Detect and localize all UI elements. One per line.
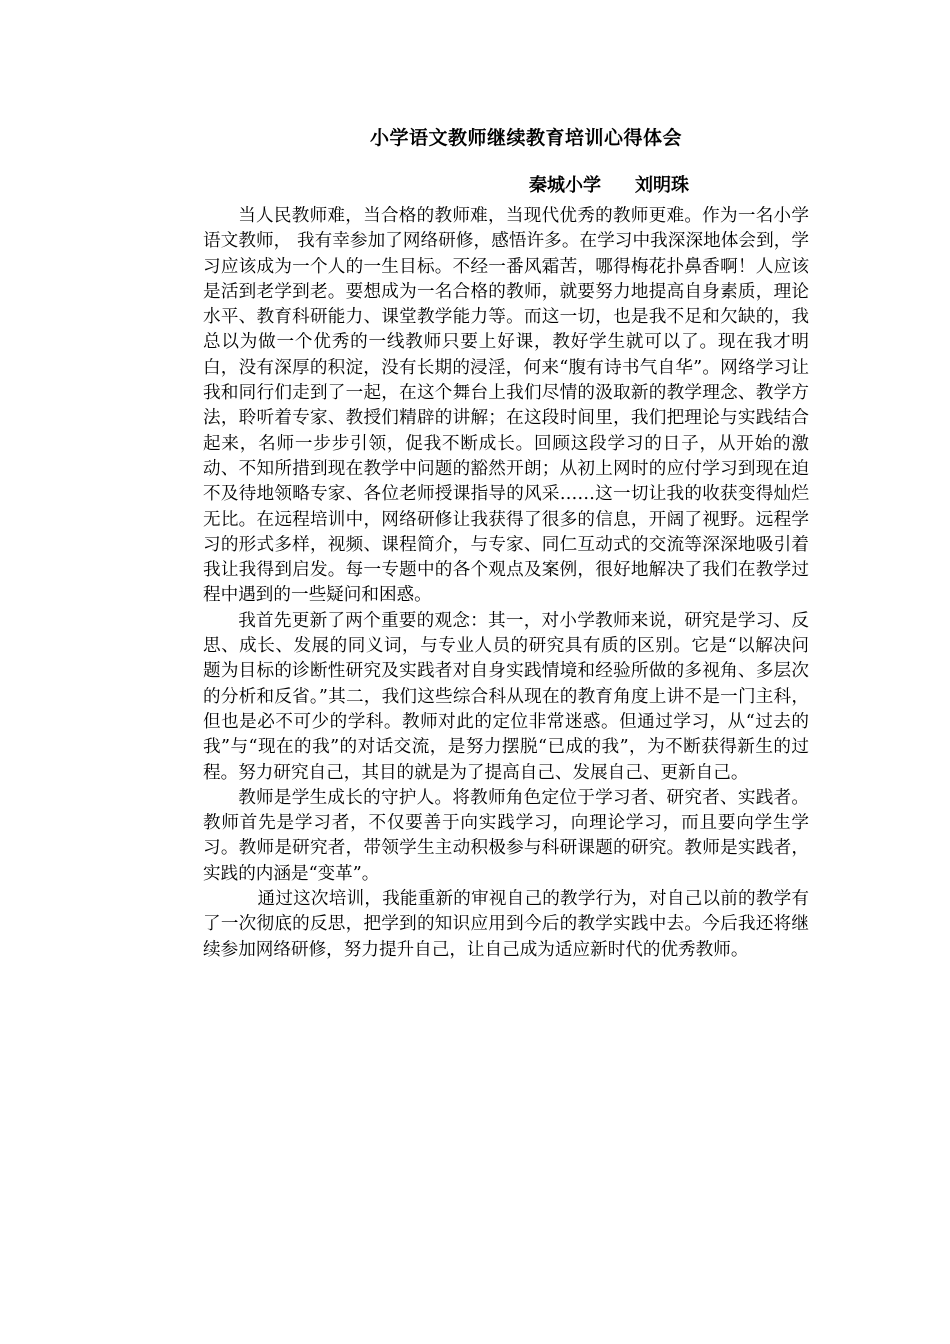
paragraph-4: 通过这次培训，我能重新的审视自己的教学行为，对自己以前的教学有了一次彻底的反思，把学到的知识应用到今后的教学实践中去。今后我还将继续参加网络研修，努力提升自己，让自己成为适应新时代的优秀教师。 xyxy=(203,889,809,960)
document-page xyxy=(203,120,809,963)
paragraph-2: 我首先更新了两个重要的观念：其一，对小学教师来说，研究是学习、反思、成长、发展的同义词，与专业人员的研究具有质的区别。它是“以解决问题为目标的诊断性研究及实践者对自身实践情境和经验所做的多视角、多层次的分析和反省。”其二，我们这些综合科从现在的教育角度上讲不是一门主科，但也是必不可少的学科。教师对此的定位非常迷惑。但通过学习，从“过去的我”与“现在的我”的对话交流，是努力摆脱“已成的我”，为不断获得新生的过程。努力研究自己，其目的就是为了提高自己、发展自己、更新自己。 xyxy=(203,610,809,783)
paragraph-3: 教师是学生成长的守护人。将教师角色定位于学习者、研究者、实践者。教师首先是学习者，不仅要善于向实践学习，向理论学习，而且要向学生学习。教师是研究者，带领学生主动积极参与科研课题的研究。教师是实践者， 实践的内涵是“变革”。 xyxy=(203,787,809,884)
author-line xyxy=(203,168,809,204)
school-name: 秦城小学 xyxy=(529,175,601,196)
paragraph-1: 当人民教师难，当合格的教师难，当现代优秀的教师更难。作为一名小学语文教师， 我有幸参加了网络研修，感悟许多。在学习中我深深地体会到，学习应该成为一个人的一生目标。不经一番风霜苦，哪得梅花扑鼻香啊！人应该是活到老学到老。要想成为一名合格的教师，就要努力地提高自身素质，理论水平、教育科研能力、课堂教学能力等。而这一切，也是我不足和欠缺的，我总以为做一个优秀的一线教师只要上好课，教好学生就可以了。现在我才明白，没有深厚的积淀，没有长期的浸淫，何来“腹有诗书气自华”。网络学习让我和同行们走到了一起，在这个舞台上我们尽情的汲取新的教学理念、教学方法，聆听着专家、教授们精辟的讲解；在这段时间里，我们把理论与实践结合起来，名师一步步引领，促我不断成长。回顾这段学习的日子，从开始的激动、不知所措到现在教学中问题的豁然开朗；从初上网时的应付学习到现在迫不及待地领略专家、各位老师授课指导的风采……这一切让我的收获变得灿烂无比。在远程培训中，网络研修让我获得了很多的信息，开阔了视野。远程学习的形式多样，视频、课程简介，与专家、同仁互动式的交流等深深地吸引着我让我得到启发。每一专题中的各个观点及案例，很好地解决了我们在教学过程中遇到的一些疑问和困惑。 xyxy=(203,206,809,606)
author-name: 刘明珠 xyxy=(635,175,689,196)
document-title: 小学语文教师继续教育培训心得体会 xyxy=(369,127,682,149)
